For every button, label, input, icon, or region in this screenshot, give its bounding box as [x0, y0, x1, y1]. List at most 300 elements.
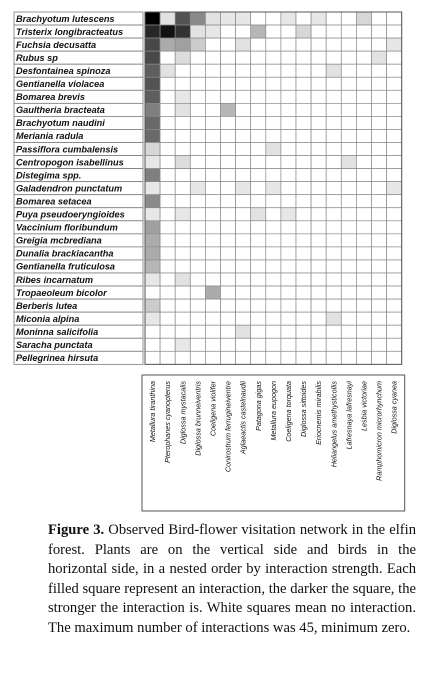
heatmap-cell	[221, 182, 236, 195]
heatmap-cell	[356, 273, 371, 286]
heatmap-cell	[326, 103, 341, 116]
heatmap-cell	[296, 260, 311, 273]
heatmap-cell	[145, 221, 160, 234]
heatmap-cell	[205, 156, 220, 169]
heatmap-cell	[356, 77, 371, 90]
heatmap-cell	[236, 338, 251, 351]
heatmap-cell	[251, 221, 266, 234]
heatmap-cell	[296, 12, 311, 25]
heatmap-cell	[311, 286, 326, 299]
heatmap-cell	[311, 116, 326, 129]
heatmap-cell	[372, 273, 387, 286]
heatmap-cell	[341, 286, 356, 299]
heatmap-cell	[145, 338, 160, 351]
heatmap-cell	[205, 208, 220, 221]
row-label: Centropogon isabellinus	[16, 157, 124, 168]
column-label: Ramphomicron microrhynchum	[374, 381, 384, 481]
heatmap-cells	[145, 12, 402, 364]
heatmap-cell	[175, 156, 190, 169]
heatmap-cell	[251, 351, 266, 364]
heatmap-cell	[281, 169, 296, 182]
heatmap-cell	[281, 221, 296, 234]
row-label: Dunalia brackiacantha	[16, 248, 114, 259]
heatmap-cell	[236, 208, 251, 221]
heatmap-cell	[145, 156, 160, 169]
heatmap-cell	[266, 312, 281, 325]
heatmap-cell	[236, 325, 251, 338]
heatmap-cell	[266, 182, 281, 195]
heatmap-cell	[311, 299, 326, 312]
heatmap-cell	[296, 51, 311, 64]
heatmap-cell	[266, 247, 281, 260]
heatmap-cell	[251, 156, 266, 169]
heatmap-cell	[341, 77, 356, 90]
heatmap-cell	[266, 116, 281, 129]
heatmap-cell	[326, 90, 341, 103]
heatmap-cell	[266, 221, 281, 234]
heatmap-cell	[175, 25, 190, 38]
heatmap-cell	[281, 12, 296, 25]
heatmap-cell	[251, 129, 266, 142]
heatmap-cell	[160, 51, 175, 64]
heatmap-cell	[372, 325, 387, 338]
heatmap-cell	[221, 338, 236, 351]
heatmap-cell	[205, 12, 220, 25]
heatmap-cell	[311, 103, 326, 116]
heatmap-cell	[205, 286, 220, 299]
heatmap-cell	[205, 90, 220, 103]
heatmap-cell	[326, 286, 341, 299]
heatmap-cell	[175, 64, 190, 77]
row-label: Fuchsia decusatta	[16, 39, 97, 50]
heatmap-cell	[341, 325, 356, 338]
heatmap-cell	[341, 299, 356, 312]
heatmap-cell	[160, 116, 175, 129]
heatmap-cell	[266, 25, 281, 38]
heatmap-cell	[311, 77, 326, 90]
heatmap-cell	[251, 260, 266, 273]
row-label: Gaultheria bracteata	[16, 105, 105, 116]
row-label: Gentianella fruticulosa	[16, 261, 116, 272]
heatmap-cell	[372, 116, 387, 129]
heatmap-cell	[387, 143, 402, 156]
heatmap-cell	[236, 195, 251, 208]
heatmap-cell	[296, 273, 311, 286]
heatmap-cell	[341, 25, 356, 38]
heatmap-cell	[266, 338, 281, 351]
heatmap-cell	[221, 64, 236, 77]
heatmap-cell	[160, 156, 175, 169]
heatmap-cell	[296, 195, 311, 208]
heatmap-cell	[251, 273, 266, 286]
heatmap-cell	[372, 38, 387, 51]
heatmap-cell	[145, 77, 160, 90]
heatmap-cell	[251, 51, 266, 64]
heatmap-cell	[296, 325, 311, 338]
column-label: Coeligena violifer	[208, 381, 218, 437]
heatmap-cell	[296, 116, 311, 129]
heatmap-cell	[311, 64, 326, 77]
heatmap-cell	[356, 351, 371, 364]
heatmap-cell	[341, 260, 356, 273]
heatmap-cell	[205, 299, 220, 312]
heatmap-cell	[205, 234, 220, 247]
heatmap-cell	[145, 247, 160, 260]
heatmap-cell	[236, 116, 251, 129]
column-label: Lafresnaya lafresnayi	[344, 381, 354, 450]
heatmap-cell	[296, 25, 311, 38]
heatmap-cell	[296, 90, 311, 103]
heatmap-cell	[221, 351, 236, 364]
heatmap-cell	[387, 64, 402, 77]
heatmap-cell	[326, 338, 341, 351]
heatmap-cell	[387, 273, 402, 286]
heatmap-cell	[387, 351, 402, 364]
heatmap-cell	[251, 64, 266, 77]
heatmap-cell	[356, 195, 371, 208]
heatmap-cell	[296, 312, 311, 325]
heatmap-cell	[236, 64, 251, 77]
heatmap-cell	[145, 38, 160, 51]
heatmap-cell	[221, 77, 236, 90]
heatmap-cell	[160, 247, 175, 260]
heatmap-cell	[311, 38, 326, 51]
heatmap-cell	[372, 143, 387, 156]
heatmap-cell	[175, 143, 190, 156]
heatmap-cell	[205, 77, 220, 90]
heatmap-cell	[326, 351, 341, 364]
row-label: Rubus sp	[16, 52, 58, 63]
heatmap-cell	[251, 234, 266, 247]
heatmap-cell	[236, 182, 251, 195]
heatmap-cell	[190, 38, 205, 51]
heatmap-cell	[387, 38, 402, 51]
heatmap-cell	[145, 286, 160, 299]
heatmap-cell	[236, 312, 251, 325]
heatmap-cell	[145, 325, 160, 338]
heatmap-cell	[190, 247, 205, 260]
heatmap-cell	[372, 12, 387, 25]
row-label: Bomarea setacea	[16, 196, 92, 207]
heatmap-cell	[341, 351, 356, 364]
heatmap-cell	[266, 260, 281, 273]
heatmap-cell	[190, 12, 205, 25]
heatmap-cell	[311, 312, 326, 325]
heatmap-cell	[296, 208, 311, 221]
heatmap-cell	[387, 299, 402, 312]
heatmap-cell	[145, 143, 160, 156]
heatmap-cell	[326, 195, 341, 208]
heatmap-cell	[387, 25, 402, 38]
heatmap-cell	[145, 64, 160, 77]
row-label: Galadendron punctatum	[16, 183, 123, 194]
heatmap-cell	[341, 338, 356, 351]
heatmap-cell	[311, 247, 326, 260]
heatmap-cell	[175, 247, 190, 260]
heatmap-cell	[372, 182, 387, 195]
heatmap-cell	[281, 312, 296, 325]
heatmap-cell	[175, 103, 190, 116]
heatmap-cell	[281, 156, 296, 169]
heatmap-cell	[341, 247, 356, 260]
heatmap-cell	[175, 195, 190, 208]
heatmap-cell	[251, 247, 266, 260]
heatmap-cell	[205, 273, 220, 286]
heatmap-cell	[160, 64, 175, 77]
heatmap-cell	[356, 12, 371, 25]
column-label: Diglossa cyanea	[389, 381, 399, 434]
heatmap-cell	[145, 260, 160, 273]
row-label: Distegima spp.	[16, 170, 82, 181]
heatmap-cell	[296, 286, 311, 299]
heatmap-cell	[251, 338, 266, 351]
heatmap-cell	[311, 234, 326, 247]
heatmap-cell	[190, 312, 205, 325]
heatmap-cell	[387, 312, 402, 325]
heatmap-cell	[175, 182, 190, 195]
heatmap-cell	[221, 38, 236, 51]
heatmap-cell	[281, 90, 296, 103]
heatmap-cell	[236, 299, 251, 312]
heatmap-cell	[372, 221, 387, 234]
plant-row-labels	[14, 12, 143, 364]
row-label: Gentianella violacea	[16, 79, 105, 89]
heatmap-cell	[236, 143, 251, 156]
heatmap-cell	[190, 116, 205, 129]
column-label: Heliangelus amethysticollis	[329, 381, 339, 468]
heatmap-cell	[175, 351, 190, 364]
heatmap-cell	[296, 77, 311, 90]
heatmap-cell	[372, 260, 387, 273]
heatmap-cell	[387, 195, 402, 208]
heatmap-cell	[266, 169, 281, 182]
heatmap-cell	[341, 169, 356, 182]
column-label: Coeligena torquata	[283, 381, 293, 442]
heatmap-cell	[236, 51, 251, 64]
heatmap-cell	[281, 338, 296, 351]
heatmap-cell	[281, 143, 296, 156]
heatmap-cell	[326, 221, 341, 234]
heatmap-cell	[296, 234, 311, 247]
heatmap-cell	[356, 143, 371, 156]
heatmap-cell	[372, 208, 387, 221]
heatmap-cell	[296, 182, 311, 195]
heatmap-cell	[296, 221, 311, 234]
column-label: Conirostrum ferrugineiventre	[223, 381, 233, 473]
heatmap-cell	[160, 325, 175, 338]
heatmap-cell	[341, 129, 356, 142]
heatmap-cell	[341, 195, 356, 208]
heatmap-cell	[175, 38, 190, 51]
heatmap-cell	[341, 273, 356, 286]
heatmap-cell	[160, 169, 175, 182]
column-label: Diglossa mystacalis	[178, 381, 188, 445]
heatmap-cell	[205, 260, 220, 273]
heatmap-cell	[221, 116, 236, 129]
heatmap-cell	[311, 129, 326, 142]
heatmap-cell	[266, 299, 281, 312]
heatmap-cell	[281, 234, 296, 247]
heatmap-cell	[221, 221, 236, 234]
heatmap-cell	[387, 234, 402, 247]
heatmap-cell	[251, 195, 266, 208]
heatmap-cell	[145, 116, 160, 129]
heatmap-cell	[266, 12, 281, 25]
heatmap-cell	[326, 273, 341, 286]
row-label: Bomarea brevis	[16, 92, 85, 103]
heatmap-cell	[372, 195, 387, 208]
heatmap-cell	[356, 208, 371, 221]
heatmap-cell	[311, 182, 326, 195]
heatmap-cell	[266, 286, 281, 299]
heatmap-cell	[281, 25, 296, 38]
heatmap-cell	[266, 273, 281, 286]
heatmap-cell	[372, 234, 387, 247]
heatmap-cell	[281, 195, 296, 208]
heatmap-cell	[160, 38, 175, 51]
heatmap-cell	[266, 234, 281, 247]
heatmap-cell	[356, 286, 371, 299]
heatmap-cell	[160, 25, 175, 38]
heatmap-cell	[372, 90, 387, 103]
heatmap-cell	[266, 129, 281, 142]
heatmap-cell	[205, 64, 220, 77]
heatmap-cell	[221, 143, 236, 156]
heatmap-cell	[311, 195, 326, 208]
heatmap-cell	[326, 77, 341, 90]
heatmap-cell	[341, 64, 356, 77]
heatmap-cell	[190, 25, 205, 38]
heatmap-cell	[326, 312, 341, 325]
row-label: Ribes incarnatum	[16, 274, 94, 285]
heatmap-cell	[356, 64, 371, 77]
heatmap-cell	[160, 286, 175, 299]
row-label: Berberis lutea	[16, 300, 78, 311]
heatmap-cell	[356, 90, 371, 103]
heatmap-cell	[372, 77, 387, 90]
heatmap-cell	[356, 25, 371, 38]
heatmap-cell	[296, 338, 311, 351]
heatmap-cell	[372, 286, 387, 299]
heatmap-cell	[251, 90, 266, 103]
heatmap-cell	[372, 247, 387, 260]
heatmap-cell	[341, 103, 356, 116]
heatmap-cell	[356, 156, 371, 169]
heatmap-cell	[356, 260, 371, 273]
heatmap-cell	[372, 312, 387, 325]
heatmap-cell	[311, 12, 326, 25]
heatmap-cell	[236, 273, 251, 286]
bird-column-labels	[142, 375, 405, 511]
heatmap-cell	[341, 234, 356, 247]
heatmap-cell	[221, 129, 236, 142]
heatmap-cell	[145, 169, 160, 182]
heatmap-cell	[205, 195, 220, 208]
heatmap-cell	[175, 208, 190, 221]
heatmap-cell	[311, 156, 326, 169]
heatmap-cell	[190, 169, 205, 182]
heatmap-cell	[251, 25, 266, 38]
heatmap-cell	[326, 247, 341, 260]
heatmap-cell	[221, 325, 236, 338]
heatmap-cell	[175, 129, 190, 142]
heatmap-cell	[221, 103, 236, 116]
heatmap-cell	[251, 325, 266, 338]
heatmap-cell	[205, 338, 220, 351]
heatmap-cell	[205, 351, 220, 364]
heatmap-cell	[326, 299, 341, 312]
column-label: Metallura eupogon	[268, 381, 278, 441]
heatmap-cell	[190, 51, 205, 64]
heatmap-cell	[175, 338, 190, 351]
heatmap-cell	[387, 286, 402, 299]
heatmap-cell	[205, 221, 220, 234]
heatmap-cell	[266, 38, 281, 51]
heatmap-cell	[387, 77, 402, 90]
heatmap-cell	[387, 51, 402, 64]
heatmap-cell	[251, 182, 266, 195]
heatmap-cell	[356, 129, 371, 142]
heatmap-cell	[356, 182, 371, 195]
heatmap-cell	[296, 129, 311, 142]
heatmap-cell	[387, 208, 402, 221]
heatmap-cell	[387, 247, 402, 260]
heatmap-cell	[236, 169, 251, 182]
column-label: Patagona gigas	[253, 381, 263, 431]
heatmap-cell	[160, 260, 175, 273]
heatmap-cell	[251, 143, 266, 156]
heatmap-cell	[190, 338, 205, 351]
heatmap-cell	[266, 325, 281, 338]
heatmap-cell	[175, 260, 190, 273]
heatmap-cell	[145, 299, 160, 312]
row-label: Meriania radula	[16, 131, 84, 142]
heatmap-cell	[251, 312, 266, 325]
heatmap-cell	[175, 273, 190, 286]
heatmap-cell	[145, 90, 160, 103]
heatmap-cell	[296, 351, 311, 364]
heatmap-cell	[145, 195, 160, 208]
heatmap-cell	[281, 351, 296, 364]
heatmap-cell	[281, 129, 296, 142]
heatmap-cell	[251, 169, 266, 182]
heatmap-cell	[326, 143, 341, 156]
heatmap-cell	[311, 208, 326, 221]
heatmap-cell	[356, 38, 371, 51]
heatmap-cell	[372, 338, 387, 351]
heatmap-cell	[236, 156, 251, 169]
heatmap-cell	[145, 208, 160, 221]
row-label: Pellegrinea hirsuta	[16, 353, 99, 364]
heatmap-cell	[145, 103, 160, 116]
row-label: Puya pseudoeryngioides	[16, 209, 125, 220]
heatmap-cell	[311, 90, 326, 103]
heatmap-cell	[160, 195, 175, 208]
heatmap-cell	[387, 221, 402, 234]
heatmap-cell	[356, 234, 371, 247]
heatmap-cell	[160, 12, 175, 25]
heatmap-cell	[190, 182, 205, 195]
heatmap-cell	[251, 299, 266, 312]
heatmap-cell	[281, 273, 296, 286]
heatmap-cell	[190, 273, 205, 286]
heatmap-cell	[281, 64, 296, 77]
heatmap-cell	[281, 208, 296, 221]
heatmap-cell	[356, 312, 371, 325]
heatmap-cell	[326, 64, 341, 77]
column-label: Eriocnemis mirabilis	[314, 381, 324, 445]
heatmap-cell	[190, 351, 205, 364]
